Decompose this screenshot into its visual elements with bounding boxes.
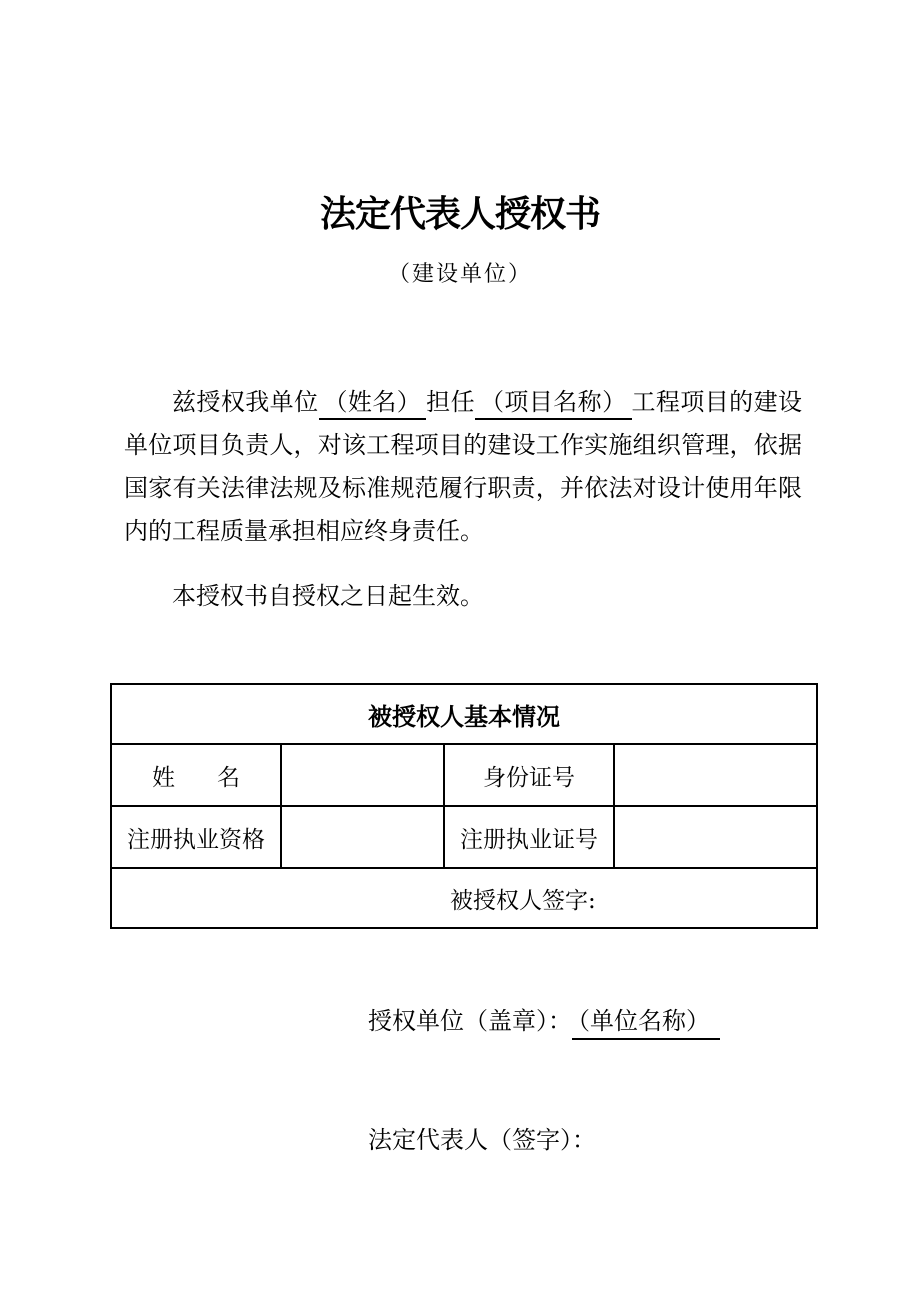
id-number-value-cell xyxy=(614,744,817,806)
name-label-part: 姓 xyxy=(152,764,175,791)
name-value-cell xyxy=(281,744,444,806)
name-label-cell xyxy=(111,744,281,806)
paragraph-segment: 工程项目的建设单位项目负责人，对该工程项目的建设工作实施组织管理，依据国家有关法律法规及标准规范履行职责，并依法对设计使用年限内的工程质量承担相应终身责任。 xyxy=(124,388,803,545)
name-label-part: 名 xyxy=(217,764,240,791)
table-row xyxy=(111,806,817,868)
authorizing-unit-stamp-line xyxy=(368,1001,720,1036)
id-number-label-cell: 身份证号 xyxy=(444,744,614,806)
license-qualification-value-cell xyxy=(281,806,444,868)
table-header: 被授权人基本情况 xyxy=(111,684,817,744)
table-row xyxy=(111,744,817,806)
table-header-row xyxy=(111,684,817,744)
document-title: 法定代表人授权书 xyxy=(319,193,600,235)
effective-date-paragraph: 本授权书自授权之日起生效。 xyxy=(172,582,484,610)
project-name-blank-underlined: （项目名称） xyxy=(475,388,632,420)
authorized-person-info-table xyxy=(110,683,818,929)
body-text xyxy=(124,381,802,618)
license-number-label-cell: 注册执业证号 xyxy=(444,806,614,868)
license-number-value-cell xyxy=(614,806,817,868)
legal-representative-signature-line: 法定代表人（签字）： xyxy=(368,1126,596,1154)
authorization-paragraph xyxy=(124,381,802,553)
document-subtitle: （建设单位） xyxy=(387,262,532,287)
authorized-person-signature-label: 被授权人签字: xyxy=(111,868,817,928)
name-blank-underlined: （姓名） xyxy=(319,388,427,420)
license-qualification-label-cell: 注册执业资格 xyxy=(111,806,281,868)
paragraph-segment: 兹授权我单位 xyxy=(172,388,319,416)
paragraph-segment: 担任 xyxy=(426,388,476,416)
stamp-line-label: 授权单位（盖章）： xyxy=(368,1007,572,1035)
table-signature-row xyxy=(111,868,817,928)
unit-name-blank-underlined: （单位名称） xyxy=(572,1007,720,1040)
